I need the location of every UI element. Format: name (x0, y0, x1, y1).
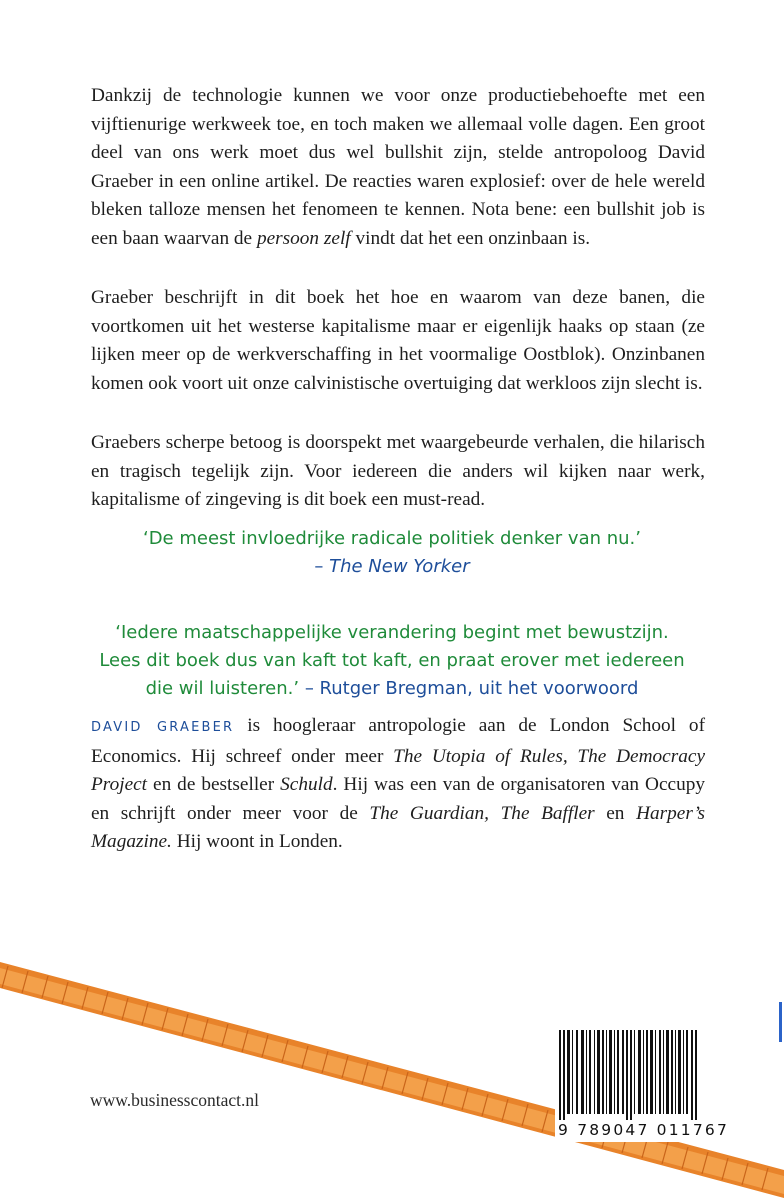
blurb-paragraph-3: Graebers scherpe betoog is doorspekt met waargebeurde verhalen, die hilarisch en tragisch tegelijk zijn. Voor iedereen die anders wil kijken naar werk, kapitalisme of zingeving is dit boek een must-read. (91, 432, 705, 510)
quote-bregman (0, 619, 784, 703)
bio-text-4: en (594, 802, 637, 824)
quote-source-name: The New Yorker (329, 556, 470, 577)
quote-line-2: Lees dit boek dus van kaft tot kaft, en praat erover met iedereen (99, 650, 685, 671)
quote-line-3-text: die wil luisteren.’ (145, 678, 300, 699)
bio-text-2: en de bestseller (147, 774, 281, 795)
isbn-digits: 9 789047 011767 (558, 1121, 730, 1139)
quote-source: – Rutger Bregman, uit het voorwoord (299, 678, 639, 699)
quote-source-dash: – (314, 556, 330, 577)
bio-text-1: is hoogleraar antropologie aan de London School of Economics. Hij schreef onder meer (91, 715, 705, 767)
blurb-p1-text-end: vindt dat het een onzinbaan is. (350, 227, 591, 249)
blurb-paragraph-2: Graeber beschrijft in dit boek het hoe en waarom van deze banen, die voortkomen uit het westerse kapitalisme maar er eigenlijk haaks op staan (ze lijken meer op de werkverschaffing in het voormalige Oostblok). Onzinbanen komen ook voort uit onze calvinistische overtuiging dat werkloos zijn slecht is. (91, 287, 705, 394)
blurb-p1-italic: persoon zelf (256, 227, 351, 249)
publisher-website: www.businesscontact.nl (90, 1090, 259, 1110)
quote-text: ‘De meest invloedrijke radicale politiek denker van nu.’ (142, 528, 642, 549)
author-bio (91, 712, 705, 857)
blurb-paragraph-1 (91, 82, 705, 253)
bio-book-schuld: Schuld (280, 774, 333, 795)
quote-source (0, 553, 784, 581)
bio-publication-harpers: Harper’s Magazine. (91, 802, 705, 852)
barcode-bars (555, 1030, 703, 1120)
author-name: DAVID GRAEBER (91, 720, 235, 735)
quote-line-1: ‘Iedere maatschappelijke verandering begint met bewustzijn. (115, 622, 669, 643)
bio-text-3: . Hij was een van de organisatoren van Occupy en schrijft onder meer voor de (91, 774, 705, 824)
bio-publications: The Guardian, The Baffler (369, 802, 595, 824)
blurb-p1-text: Dankzij de technologie kunnen we voor onze productiebehoefte met een vijftienurige werkweek toe, en toch maken we allemaal volle dagen. Een groot deel van ons werk moet dus wel bullshit zijn, stelde antropoloog David Graeber in een online artikel. De reacties waren explosief: over de hele wereld bleken talloze mensen het fenomeen te kennen. Nota bene: een bullshit job is een baan waarvan de (91, 85, 705, 249)
bio-text-5: Hij woont in Londen. (171, 831, 343, 852)
blurb-text (91, 82, 705, 515)
bio-book-titles: The Utopia of Rules, The Democracy Project (91, 745, 706, 795)
quote-line-3 (0, 675, 784, 703)
quote-new-yorker (0, 525, 784, 581)
edge-mark (779, 1002, 782, 1042)
